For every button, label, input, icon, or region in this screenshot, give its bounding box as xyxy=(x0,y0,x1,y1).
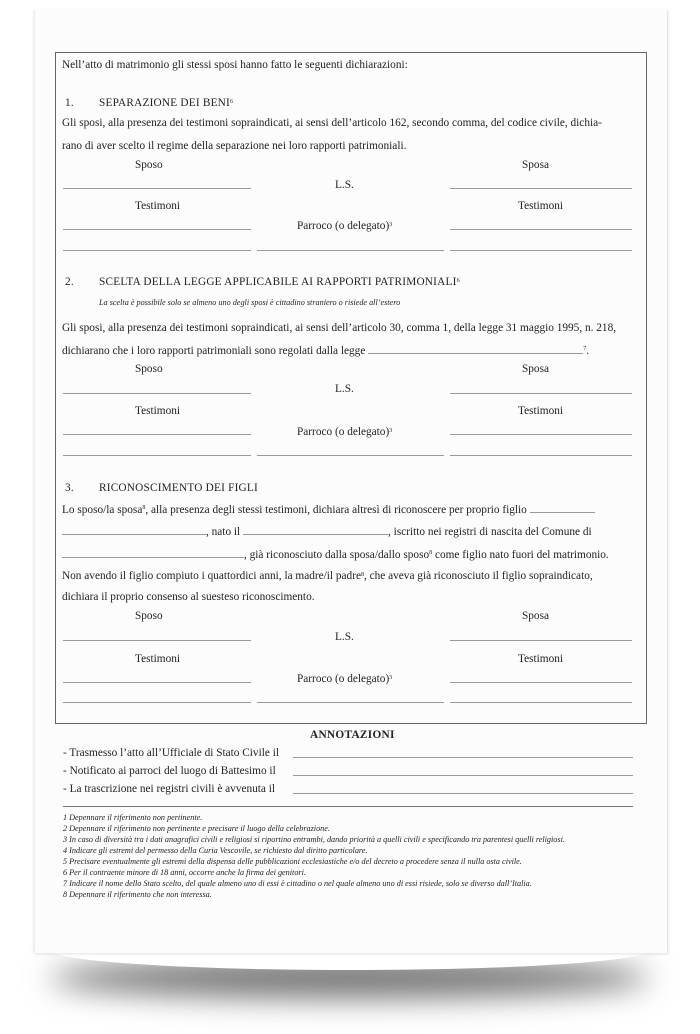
sposa-label: Sposa xyxy=(522,159,549,171)
section3-number: 3. xyxy=(65,482,74,494)
testimoni-label: Testimoni xyxy=(518,653,564,665)
section2-text-line1: Gli sposi, alla presenza dei testimoni sopraindicati, ai sensi dell’articolo 30, comma 1, della legge 31 maggio 1995, n. 218, xyxy=(62,322,617,334)
sposa-signature-line[interactable] xyxy=(450,640,632,641)
annotazione-trasmesso: - Trasmesso l’atto all’Ufficiale di Stato Civile il xyxy=(63,747,279,759)
birth-date-field[interactable] xyxy=(243,524,388,535)
notificato-date-line[interactable] xyxy=(293,775,633,776)
sposo-label: Sposo xyxy=(135,159,163,171)
section2-number: 2. xyxy=(65,276,74,288)
annotazioni-title: ANNOTAZIONI xyxy=(310,729,395,741)
sposo-label: Sposo xyxy=(135,363,163,375)
footnote: 6 Per il contraente minore di 18 anni, occorre anche la firma dei genitori. xyxy=(63,868,306,877)
footnote: 8 Depennare il riferimento che non interessa. xyxy=(63,890,212,899)
sposa-signature-line[interactable] xyxy=(450,393,632,394)
trascrizione-date-line[interactable] xyxy=(293,793,633,794)
footnote: 5 Precisare eventualmente gli estremi della dispensa delle pubblicazioni ecclesiastiche e/o del decreto a procedere senza il nulla osta civile. xyxy=(63,857,522,866)
testimone-signature-line[interactable] xyxy=(63,702,251,703)
testimone-signature-line[interactable] xyxy=(63,455,251,456)
testimoni-label: Testimoni xyxy=(135,405,181,417)
section3-line1: Lo sposo/la sposa$^8$, alla presenza degli stessi testimoni, dichiara altresì di riconoscere per proprio figlio xyxy=(62,502,595,517)
ls-label: L.S. xyxy=(335,631,354,643)
footnote: 7 Indicare il nome dello Stato scelto, del quale almeno uno di essi è cittadino o nel quale almeno uno di essi risiede, solo se diverso dall’Italia. xyxy=(63,879,532,888)
testimoni-label: Testimoni xyxy=(135,200,181,212)
figlio-name-field-cont[interactable] xyxy=(62,524,206,535)
testimone-signature-line[interactable] xyxy=(450,434,632,435)
testimone-signature-line[interactable] xyxy=(63,434,251,435)
section2-text-line2: dichiarano che i loro rapporti patrimoniali sono regolati dalla legge $^7$. xyxy=(62,345,590,357)
ls-label: L.S. xyxy=(335,383,354,395)
testimone-signature-line[interactable] xyxy=(63,682,251,683)
sposo-signature-line[interactable] xyxy=(63,640,251,641)
section3-line2: , nato il , iscritto nei registri di nascita del Comune di xyxy=(62,524,592,539)
section1-text-line1: Gli sposi, alla presenza dei testimoni sopraindicati, ai sensi dell’articolo 162, secondo comma, del codice civile, dichia- xyxy=(62,117,602,129)
section1-title: SEPARAZIONE DEI BENI$^6$ xyxy=(99,97,234,109)
sposo-signature-line[interactable] xyxy=(63,188,251,189)
footnote: 4 Indicare gli estremi del permesso della Curia Vescovile, se richiesto dal diritto particolare. xyxy=(63,846,368,855)
testimone-signature-line[interactable] xyxy=(63,250,251,251)
testimone-signature-line[interactable] xyxy=(450,229,632,230)
sposo-label: Sposo xyxy=(135,610,163,622)
testimone-signature-line[interactable] xyxy=(450,682,632,683)
footnotes-divider xyxy=(63,806,633,807)
section3-title: RICONOSCIMENTO DEI FIGLI xyxy=(99,482,258,494)
comune-field[interactable] xyxy=(62,547,244,558)
section3-line5: dichiara il proprio consenso al suesteso riconoscimento. xyxy=(62,591,315,603)
parroco-signature-line[interactable] xyxy=(257,702,444,703)
testimone-signature-line[interactable] xyxy=(450,455,632,456)
parroco-signature-line[interactable] xyxy=(257,250,444,251)
parroco-label: Parroco (o delegato)$^3$ xyxy=(297,673,393,685)
parroco-label: Parroco (o delegato)$^3$ xyxy=(297,220,393,232)
legge-field[interactable] xyxy=(368,343,583,354)
section1-text-line2: rano di aver scelto il regime della separazione nei loro rapporti patrimoniali. xyxy=(62,140,407,152)
parroco-signature-line[interactable] xyxy=(257,455,444,456)
section2-title: SCELTA DELLA LEGGE APPLICABILE AI RAPPORTI PATRIMONIALI$^6$ xyxy=(99,276,460,288)
testimone-signature-line[interactable] xyxy=(450,250,632,251)
section1-number: 1. xyxy=(65,97,74,109)
sposa-label: Sposa xyxy=(522,363,549,375)
section3-line4: Non avendo il figlio compiuto i quattordici anni, la madre/il padre$^8$, che aveva già riconosciuto il figlio sopraindicato, xyxy=(62,570,593,582)
annotazione-notificato: - Notificato ai parroci del luogo di Battesimo il xyxy=(63,765,276,777)
footnote: 1 Depennare il riferimento non pertinente. xyxy=(63,813,203,822)
footnote: 2 Depennare il riferimento non pertinente e precisare il luogo della celebrazione. xyxy=(63,824,330,833)
intro-text: Nell’atto di matrimonio gli stessi sposi hanno fatto le seguenti dichiarazioni: xyxy=(62,59,408,71)
footnote: 3 In caso di diversità tra i dati anagrafici civili e religiosi si riportino entrambi, dando priorità a quelli civili e specificando tra parentesi quelli religiosi. xyxy=(63,835,565,844)
sposo-signature-line[interactable] xyxy=(63,393,251,394)
trasmesso-date-line[interactable] xyxy=(293,757,633,758)
testimone-signature-line[interactable] xyxy=(63,229,251,230)
testimoni-label: Testimoni xyxy=(135,653,181,665)
section3-line3: , già riconosciuto dalla sposa/dallo sposo$^8$ come figlio nato fuori del matrimonio. xyxy=(62,547,609,562)
document-page xyxy=(34,10,668,953)
annotazione-trascrizione: - La trascrizione nei registri civili è avvenuta il xyxy=(63,783,276,795)
parroco-label: Parroco (o delegato)$^3$ xyxy=(297,426,393,438)
section2-subnote: La scelta è possibile solo se almeno uno degli sposi è cittadino straniero o risiede all’estero xyxy=(99,298,401,307)
testimoni-label: Testimoni xyxy=(518,200,564,212)
sposa-signature-line[interactable] xyxy=(450,188,632,189)
sposa-label: Sposa xyxy=(522,610,549,622)
testimone-signature-line[interactable] xyxy=(450,702,632,703)
figlio-name-field[interactable] xyxy=(530,502,595,513)
ls-label: L.S. xyxy=(335,179,354,191)
testimoni-label: Testimoni xyxy=(518,405,564,417)
